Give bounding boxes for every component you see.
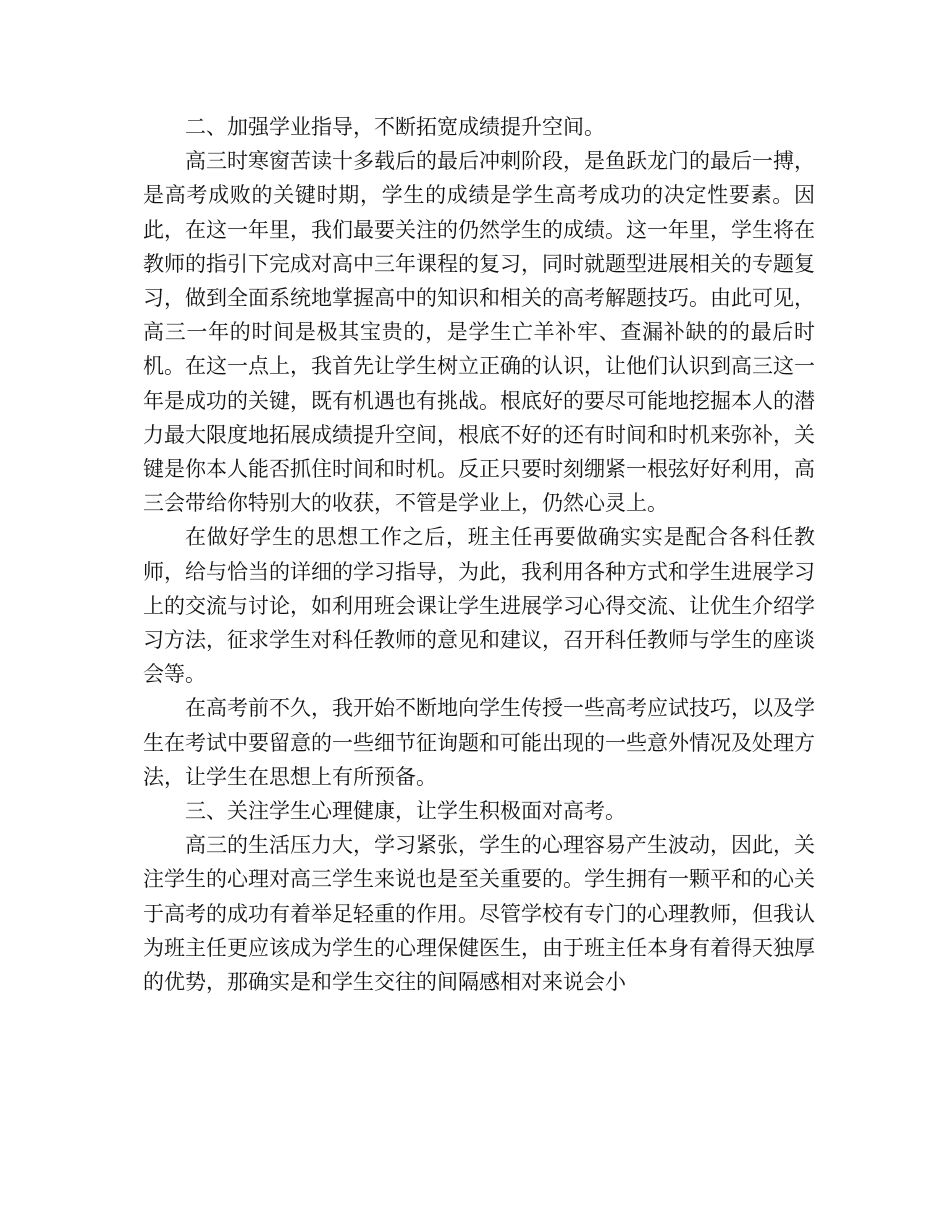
paragraph-1: 高三时寒窗苦读十多载后的最后冲刺阶段，是鱼跃龙门的最后一搏，是高考成败的关键时期，学生的成绩是学生高考成功的决定性要素。因此，在这一年里，我们最要关注的仍然学生的成绩。这一年里，学生将在教师的指引下完成对高中三年课程的复习，同时就题型进展相关的专题复习，做到全面系统地掌握高中的知识和相关的高考解题技巧。由此可见，高三一年的时间是极其宝贵的，是学生亡羊补牢、查漏补缺的的最后时机。在这一点上，我首先让学生树立正确的认识，让他们认识到高三这一年是成功的关键，既有机遇也有挑战。根底好的要尽可能地挖掘本人的潜力最大限度地拓展成绩提升空间，根底不好的还有时间和时机来弥补，关键是你本人能否抓住时间和时机。反正只要时刻绷紧一根弦好好利用，高三会带给你特别大的收获，不管是学业上，仍然心灵上。 — [143, 149, 815, 516]
document-page — [143, 110, 815, 999]
paragraph-4: 高三的生活压力大，学习紧张，学生的心理容易产生波动，因此，关注学生的心理对高三学生来说也是至关重要的。学生拥有一颗平和的心关于高考的成功有着举足轻重的作用。尽管学校有专门的心理教师，但我认为班主任更应该成为学生的心理保健医生，由于班主任本身有着得天独厚的优势，那确实是和学生交往的间隔感相对来说会小 — [143, 833, 815, 995]
paragraph-2: 在做好学生的思想工作之后，班主任再要做确实实是配合各科任教师，给与恰当的详细的学习指导，为此，我利用各种方式和学生进展学习上的交流与讨论，如利用班会课让学生进展学习心得交流、让优生介绍学习方法，征求学生对科任教师的意见和建议，召开科任教师与学生的座谈会等。 — [143, 525, 815, 687]
section-heading-3: 三、关注学生心理健康，让学生积极面对高考。 — [185, 799, 626, 824]
section-heading-2: 二、加强学业指导，不断拓宽成绩提升空间。 — [185, 115, 605, 139]
paragraph-3: 在高考前不久，我开始不断地向学生传授一些高考应试技巧，以及学生在考试中要留意的一些细节征询题和可能出现的一些意外情况及处理方法，让学生在思想上有所预备。 — [143, 696, 815, 789]
